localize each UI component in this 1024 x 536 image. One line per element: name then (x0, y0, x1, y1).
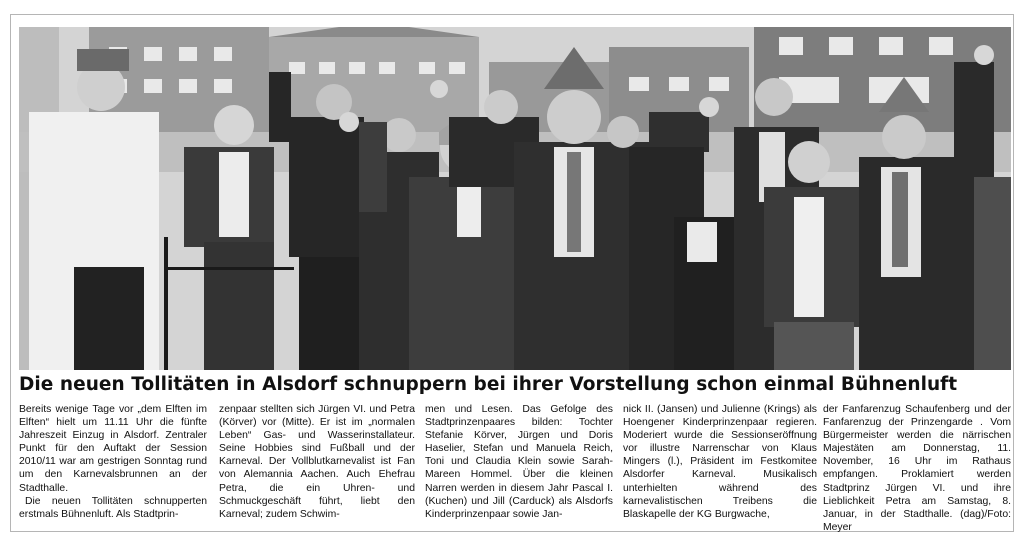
paragraph: men und Lesen. Das Gefolge des Stadtprinzenpaares bilden: Tochter Stefanie Körver, Jürgen und Doris Haselier, Stefan und Manuela Reich, Toni und Claudia Klein sowie Sarah-Mareen Hommel. Über die kleinen Narren werden in diesem Jahr Pascal I. (Kuchen) und Jill (Carduck) als Alsdorfs Kinderprinzenpaar sowie Jan- (425, 404, 613, 520)
news-photo (19, 27, 1011, 370)
text-column-5 (823, 403, 1011, 534)
text-column-1 (19, 403, 207, 521)
paragraph: nick II. (Jansen) und Julienne (Krings) als Hoengener Kinderprinzenpaar regieren. Moderiert wurde die Sessionseröffnung vor illustre Narrenschar von Klaus Mingers (l.), Präsident im Festkomitee Alsdorfer Karneval. Musikalisch unterhielten während des karnevalistischen Treibens die Blaskapelle der KG Burgwache, (623, 404, 817, 520)
article-headline: Die neuen Tollitäten in Alsdorf schnuppern bei ihrer Vorstellung schon einmal Bühnenluft (19, 374, 958, 395)
text-column-4 (623, 403, 817, 521)
paragraph: Die neuen Tollitäten schnupperten erstmals Bühnenluft. Als Stadtprin- (19, 495, 207, 520)
paragraph: zenpaar stellten sich Jürgen VI. und Petra (Körver) vor (Mitte). Er ist im „normalen Leben“ Gas- und Wasserinstallateur. Seine Hobbies sind Fußball und der Karneval. Der Vollblutkarnevalist ist Fan von Alemannia Aachen. Auch Ehefrau Petra, die ein Uhren- und Schmuckgeschäft führt, liebt den Karneval; zudem Schwim- (219, 404, 415, 520)
paragraph: Bereits wenige Tage vor „dem Elften im Elften“ hielt um 11.11 Uhr die fünfte Jahreszeit Einzug in Alsdorf. Zentraler Punkt für den Auftakt der Session 2010/11 war am gestrigen Sonntag rund um den Karnevalsbrunnen an der Stadthalle. (19, 404, 207, 494)
paragraph: der Fanfarenzug Schaufenberg und der Fanfarenzug der Prinzengarde . Vom Bürgermeister werden die närrischen Majestäten am Donnerstag, 11. November, 16 Uhr im Rathaus empfangen. Proklamiert werden Stadtprinz Jürgen VI. und ihre Lieblichkeit Petra am Samstag, 8. Januar, in der Stadthalle. (dag)/Foto: Meyer (823, 404, 1011, 533)
article-body (19, 403, 1011, 531)
text-column-3 (425, 403, 613, 521)
text-column-2 (219, 403, 415, 521)
